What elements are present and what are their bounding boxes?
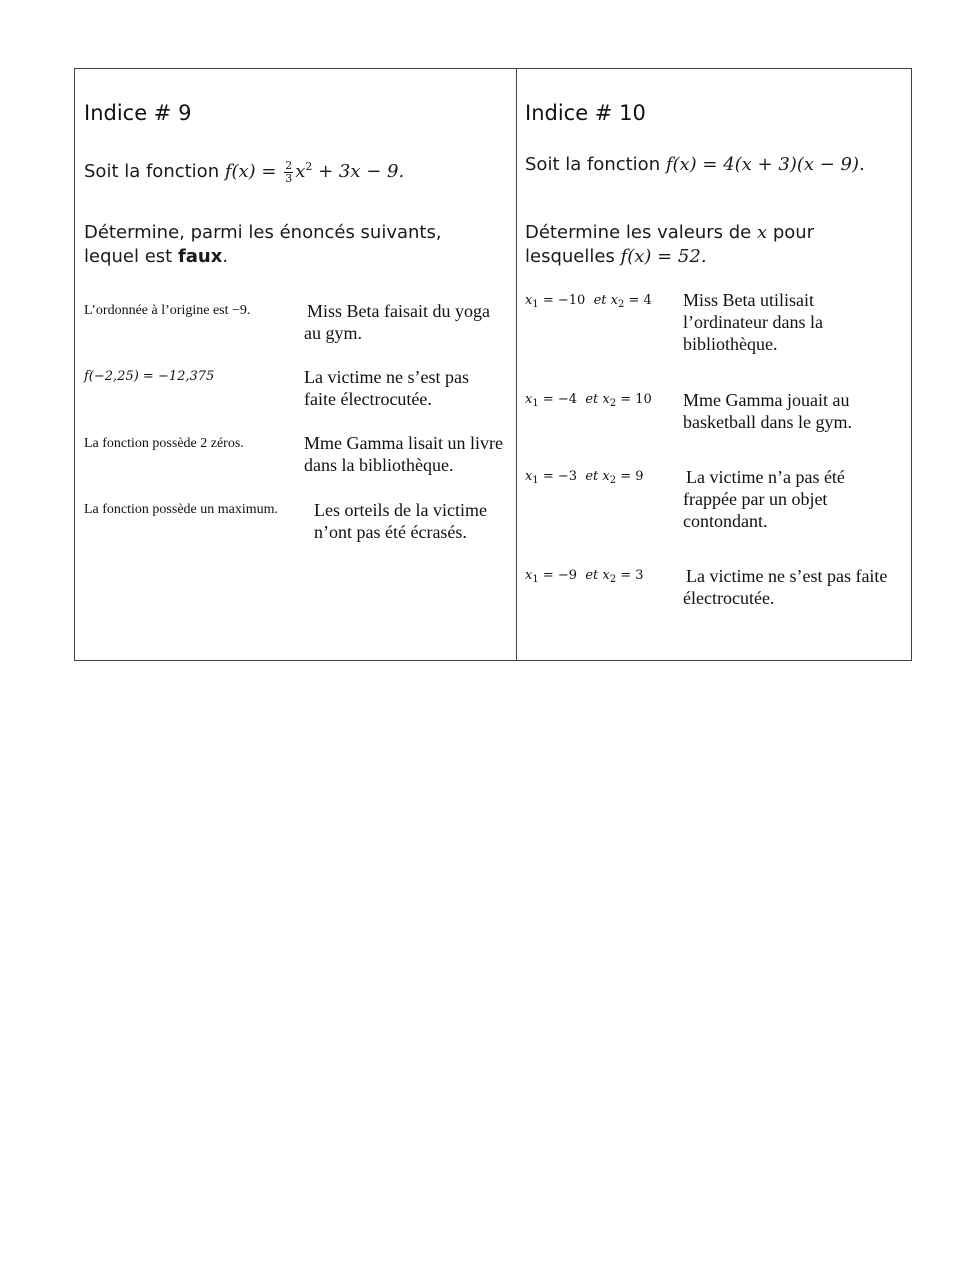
statement-3: La fonction possède 2 zéros. bbox=[84, 436, 244, 451]
statement-2: f(−2,25) = −12,375 bbox=[84, 369, 215, 384]
indice-10-cell bbox=[517, 69, 912, 660]
clue-table bbox=[74, 68, 912, 661]
indice-9-title: Indice # 9 bbox=[84, 101, 192, 125]
solution-3: $x_1 = -3$ et $x_2 = 9$ bbox=[525, 469, 644, 486]
clue-1: Miss Beta faisait du yoga au gym. bbox=[304, 301, 490, 343]
indice-9-cell bbox=[75, 69, 516, 660]
indice-10-function: Soit la fonction f(x) = 4(x + 3)(x − 9). bbox=[525, 154, 865, 175]
function-lhs: f(x) = bbox=[224, 161, 283, 182]
clue-6: Mme Gamma jouait au basketball dans le gym. bbox=[683, 390, 852, 432]
clue-3: Mme Gamma lisait un livre dans la bibliothèque. bbox=[304, 433, 503, 475]
fraction: $\frac{2}{3}$ bbox=[285, 158, 293, 185]
indice-10-title: Indice # 10 bbox=[525, 101, 646, 125]
clue-4: Les orteils de la victime n’ont pas été écrasés. bbox=[314, 500, 487, 542]
solution-2: $x_1 = -4$ et $x_2 = 10$ bbox=[525, 392, 652, 409]
indice-10-task: Détermine les valeurs de x pour lesquelles f(x) = 52. bbox=[525, 222, 815, 267]
indice-9-task: Détermine, parmi les énoncés suivants, lequel est faux. bbox=[84, 222, 442, 267]
statement-4: La fonction possède un maximum. bbox=[84, 502, 279, 517]
clue-7: La victime n’a pas été frappée par un objet contondant. bbox=[683, 467, 845, 531]
clue-8: La victime ne s’est pas faite électrocutée. bbox=[683, 566, 888, 608]
statement-1: L’ordonnée à l’origine est −9. bbox=[84, 303, 251, 318]
clue-2: La victime ne s’est pas faite électrocutée. bbox=[304, 367, 469, 409]
solution-4: $x_1 = -9$ et $x_2 = 3$ bbox=[525, 568, 644, 585]
indice-9-function: Soit la fonction f(x) = $\frac{2}{3}$ $x^2 + 3x - 9$. bbox=[84, 158, 405, 185]
clue-5: Miss Beta utilisait l’ordinateur dans la bibliothèque. bbox=[683, 290, 823, 354]
solution-1: $x_1 = -10$ et $x_2 = 4$ bbox=[525, 293, 652, 310]
